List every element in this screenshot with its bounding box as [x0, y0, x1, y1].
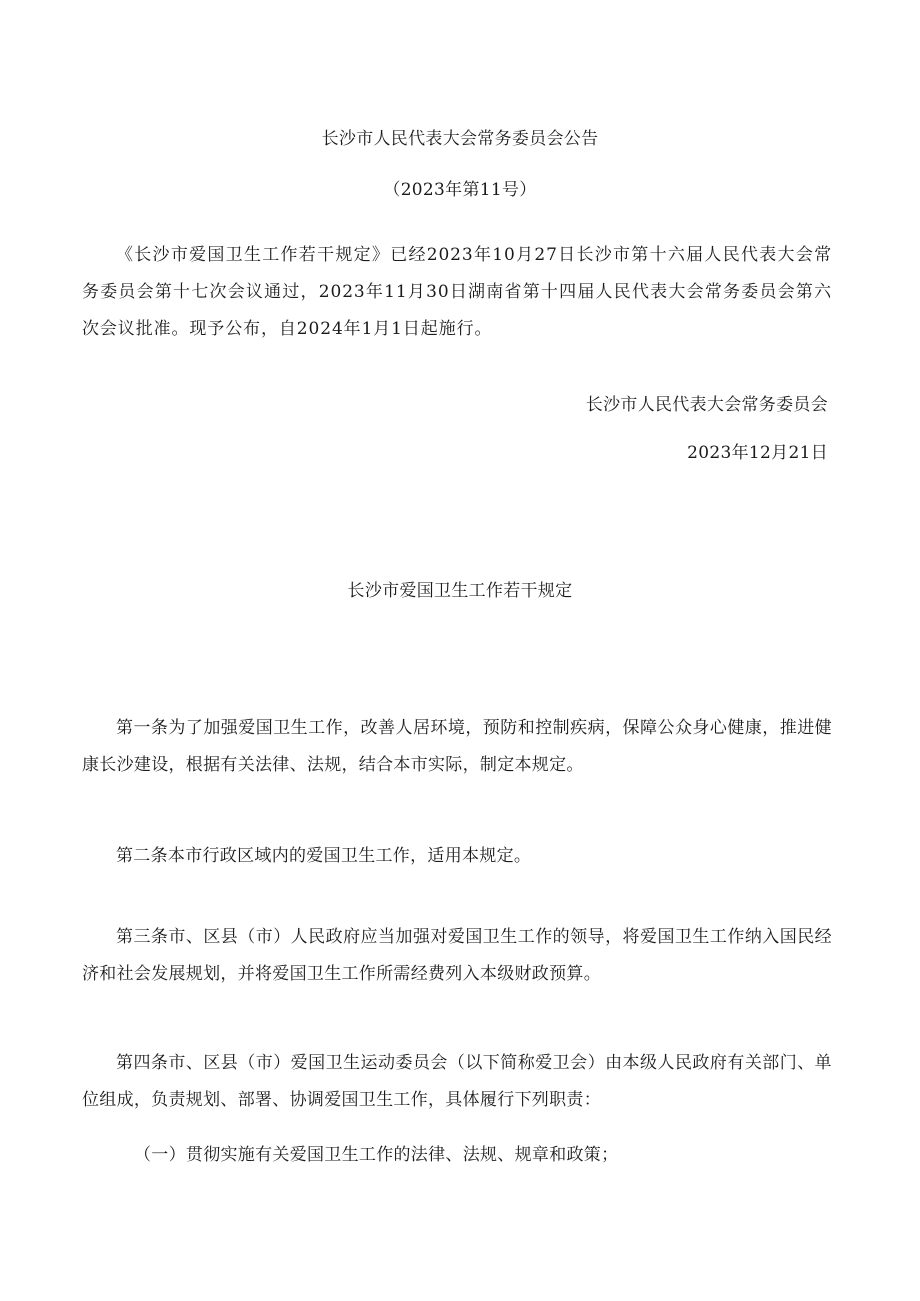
announcement-signer: 长沙市人民代表大会常务委员会 [585, 395, 828, 415]
article-1: 第一条为了加强爱国卫生工作，改善人居环境，预防和控制疾病，保障公众身心健康，推进健康长沙建设，根据有关法律、法规，结合本市实际，制定本规定。 [82, 718, 832, 775]
regulation-title: 长沙市爱国卫生工作若干规定 [347, 581, 573, 601]
announcement-number: （2023年第11号） [383, 180, 537, 200]
article-3: 第三条市、区县（市）人民政府应当加强对爱国卫生工作的领导，将爱国卫生工作纳入国民经济和社会发展规划，并将爱国卫生工作所需经费列入本级财政预算。 [82, 927, 832, 984]
article-4: 第四条市、区县（市）爱国卫生运动委员会（以下简称爱卫会）由本级人民政府有关部门、单位组成，负责规划、部署、协调爱国卫生工作，具体履行下列职责： [82, 1053, 832, 1110]
article-4-item-1: （一）贯彻实施有关爱国卫生工作的法律、法规、规章和政策； [134, 1145, 619, 1165]
article-2: 第二条本市行政区域内的爱国卫生工作，适用本规定。 [116, 846, 532, 866]
announcement-body: 《长沙市爱国卫生工作若干规定》已经2023年10月27日长沙市第十六届人民代表大会常务委员会第十七次会议通过，2023年11月30日湖南省第十四届人民代表大会常务委员会第六次会议批准。现予公布，自2024年1月1日起施行。 [82, 245, 832, 339]
announcement-date: 2023年12月21日 [687, 443, 828, 463]
announcement-title: 长沙市人民代表大会常务委员会公告 [321, 129, 599, 149]
